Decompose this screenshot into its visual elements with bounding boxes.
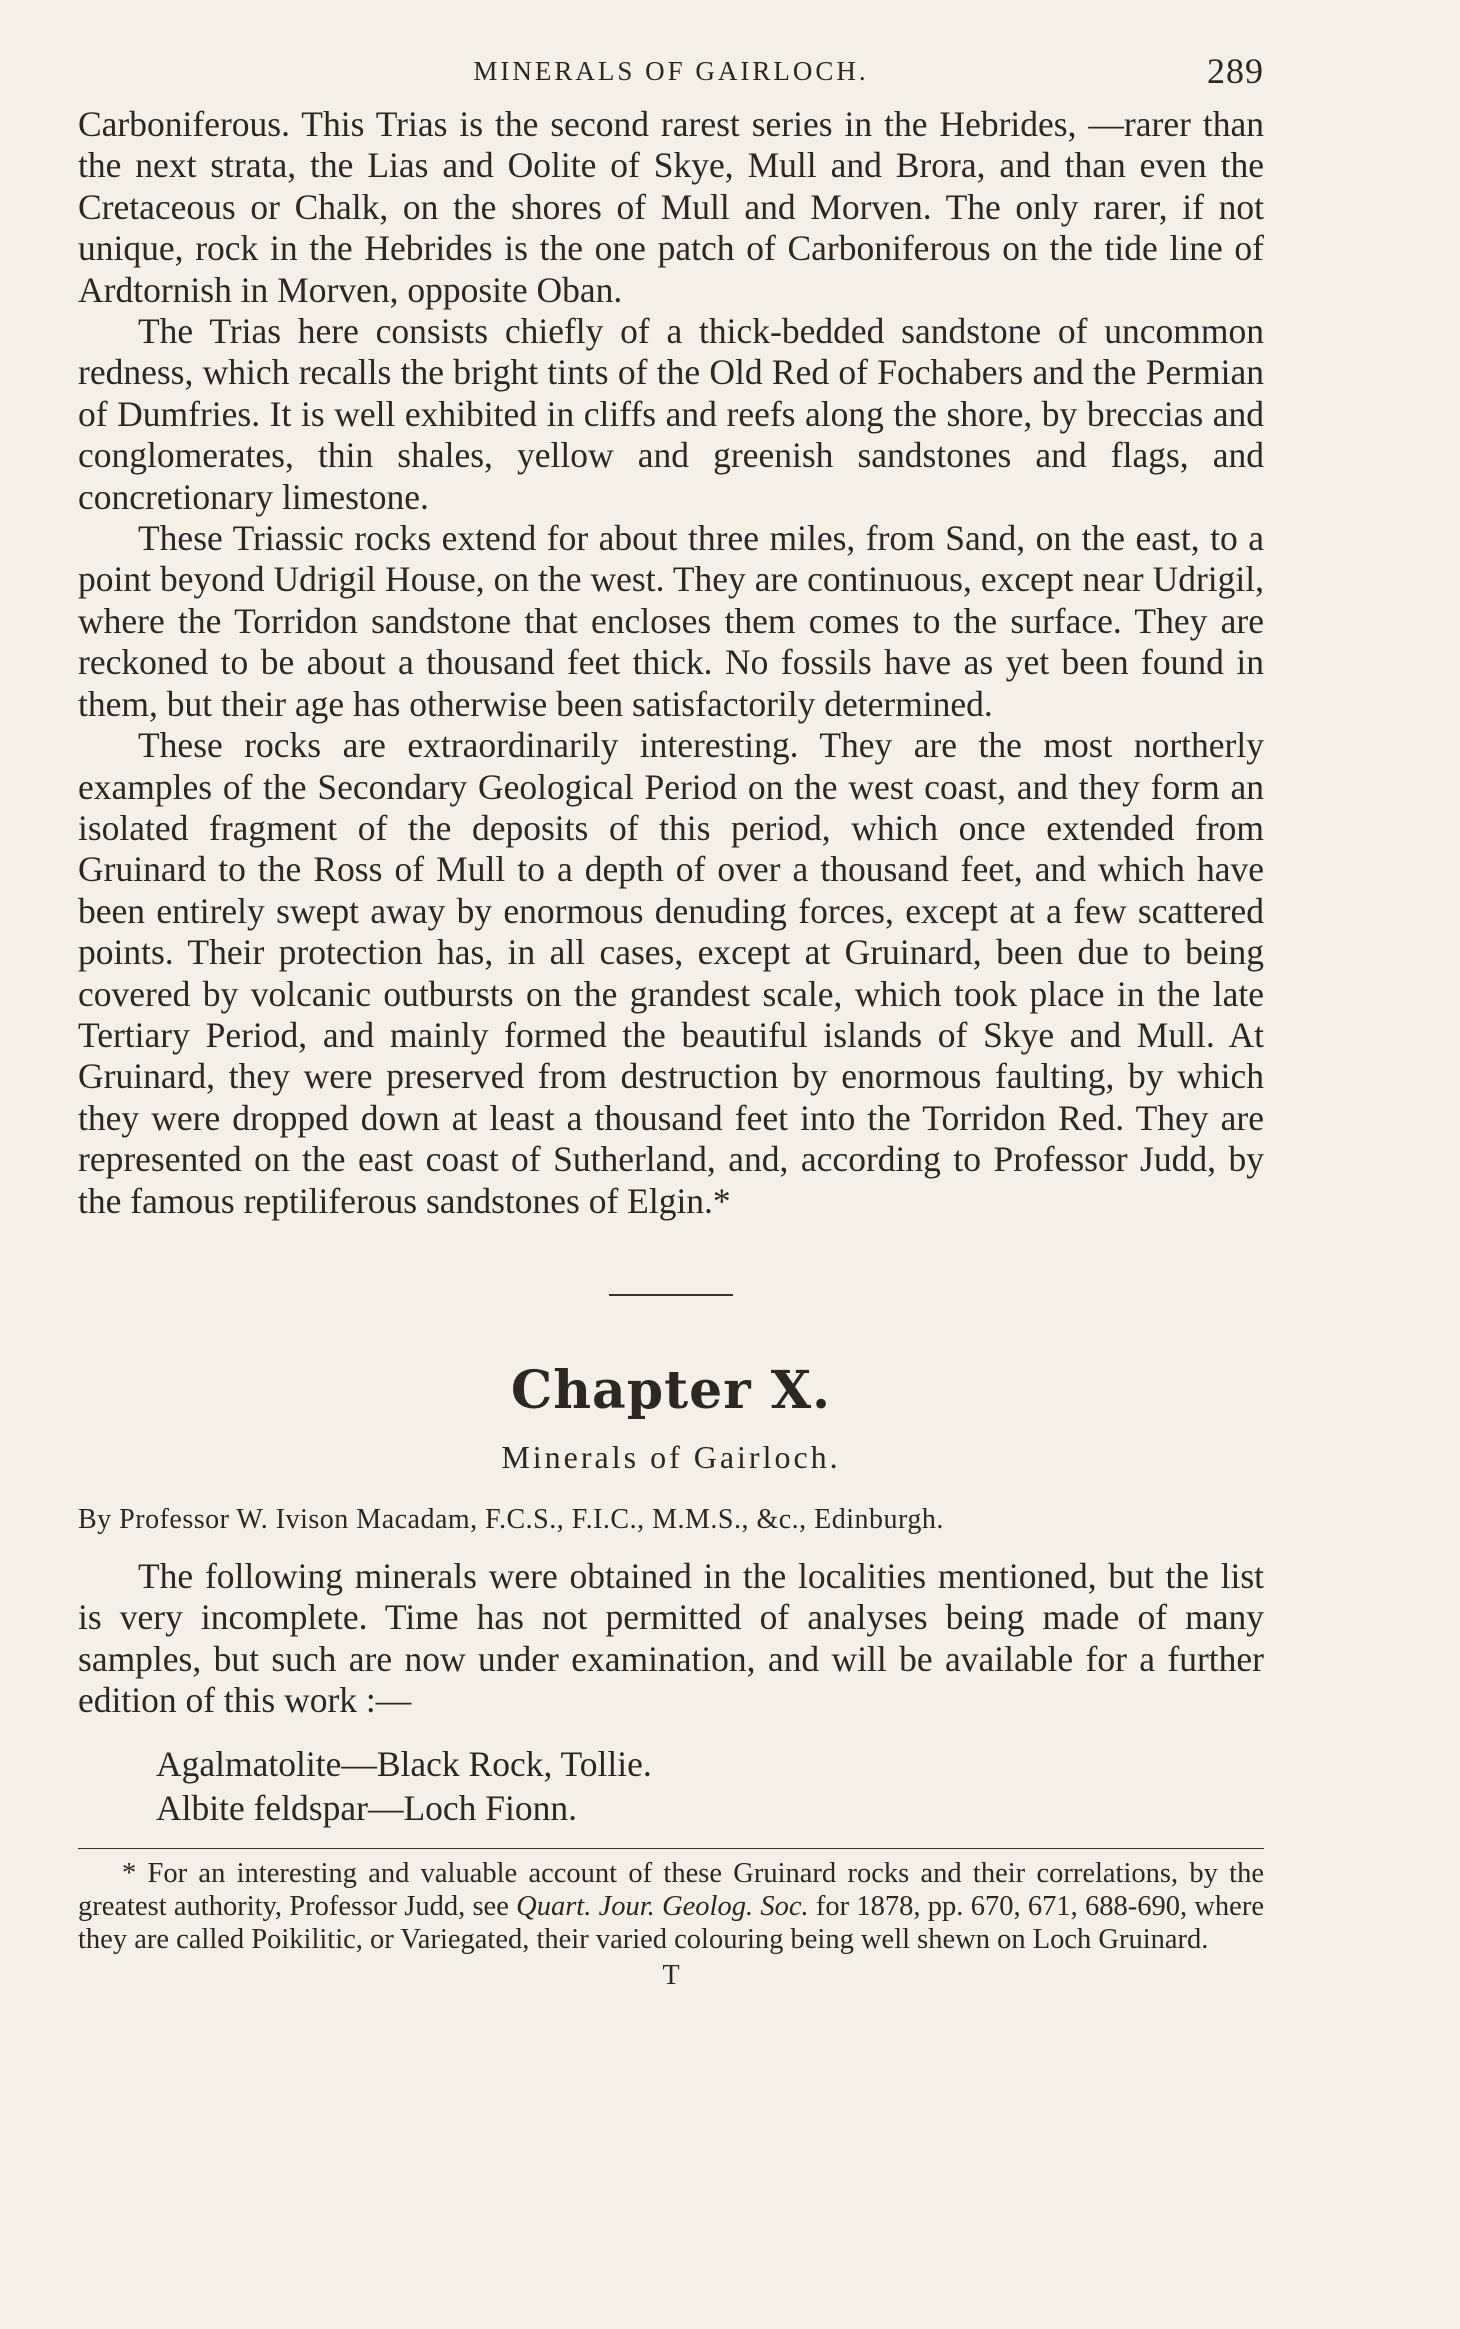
paragraph: These Triassic rocks extend for about three miles, from Sand, on the east, to a point beyond Udrigil House, on the west. They are continuous, except near Udrigil, where the Torridon sandstone that encloses them comes to the surface. They are reckoned to be about a thousand feet thick. No fossils have as yet been found in them, but their age has otherwise been satisfactorily determined. [78,518,1264,724]
author-byline: By Professor W. Ivison Macadam, F.C.S., F.I.C., M.M.S., &c., Edinburgh. [78,1503,944,1535]
running-title: MINERALS OF GAIRLOCH. [473,56,869,86]
footnote-citation: Quart. Jour. Geolog. Soc. [516,1890,809,1922]
body-text [78,104,1264,1222]
paragraph: These rocks are extraordinarily interesting. They are the most northerly examples of the Secondary Geological Period on the west coast, and they form an isolated fragment of the deposits of this period, which once extended from Gruinard to the Ross of Mull to a depth of over a thousand feet, and which have been entirely swept away by enormous denuding forces, except at a few scattered points. Their protection has, in all cases, except at Gruinard, been due to being covered by volcanic outbursts on the grandest scale, which took place in the late Tertiary Period, and mainly formed the beautiful islands of Skye and Mull. At Gruinard, they were preserved from destruction by enormous faulting, by which they were dropped down at least a thousand feet into the Torridon Red. They are represented on the east coast of Sutherland, and, according to Professor Judd, by the famous reptiliferous sandstones of Elgin.* [78,725,1264,1221]
intro-paragraph: The following minerals were obtained in the localities mentioned, but the list is very incomplete. Time has not permitted of analyses being made of many samples, but such are now under examination, and will be available for a further edition of this work :— [78,1555,1264,1721]
paragraph: The Trias here consists chiefly of a thick-bedded sandstone of uncommon redness, which recalls the bright tints of the Old Red of Fochabers and the Permian of Dumfries. It is well exhibited in cliffs and reefs along the shore, by breccias and conglomerates, thin shales, yellow and greenish sandstones and flags, and concretionary limestone. [78,311,1264,517]
page-number: 289 [1207,51,1264,91]
footnote-text-start: * For an interesting and valuable account of these Gruinard rocks and their correlations, by the greatest authority, Professor Judd, see [78,1857,1264,1922]
chapter-heading: Chapter X. [510,1359,832,1421]
paragraph: Carboniferous. This Trias is the second rarest series in the Hebrides, —rarer than the next strata, the Lias and Oolite of Skye, Mull and Brora, and than even the Cretaceous or Chalk, on the shores of Mull and Morven. The only rarer, if not unique, rock in the Hebrides is the one patch of Carboniferous on the tide line of Ardtornish in Morven, opposite Oban. [78,104,1264,310]
footnote [78,1857,1264,1956]
list-item: Albite feldspar—Loch Fionn. [156,1787,577,1828]
list-item: Agalmatolite—Black Rock, Tollie. [156,1743,652,1784]
footnote-text-end: for 1878, pp. 670, 671, 688-690, where they are called Poikilitic, or Variegated, their varied colouring being well shewn on Loch Gruinard. [78,1890,1264,1955]
footnote-rule [78,1848,1264,1849]
chapter-intro [78,1556,1264,1722]
chapter-title: Minerals of Gairloch. [501,1438,841,1475]
signature-mark: T [662,1959,680,1991]
mineral-list [78,1742,1264,1830]
section-separator [609,1294,733,1296]
book-page [78,48,1264,1992]
running-header [78,48,1264,104]
